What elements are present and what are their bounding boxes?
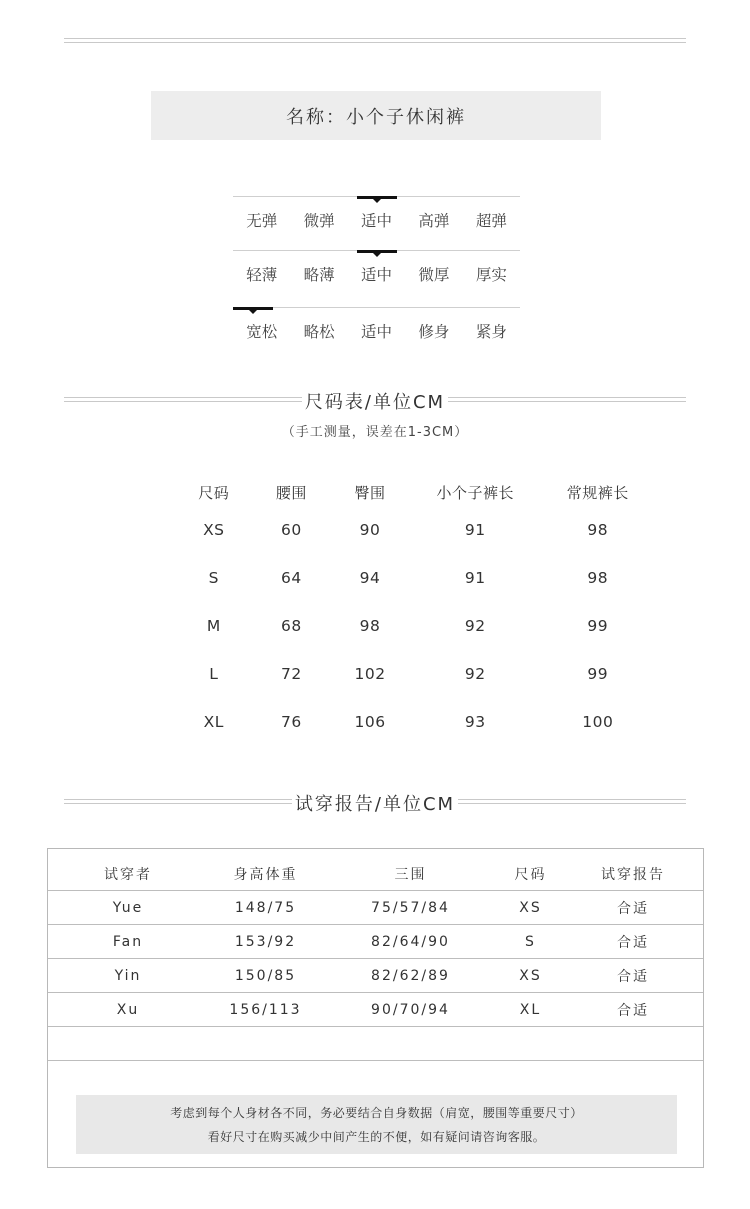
header-cell: 小个子裤长 xyxy=(436,483,514,502)
header-cell: 臀围 xyxy=(354,483,386,502)
tester-cell: Yue xyxy=(48,891,208,925)
hip-cell: 106 xyxy=(354,713,386,731)
try-on-table xyxy=(48,857,703,1061)
size-table xyxy=(175,478,655,746)
hip-cell: 102 xyxy=(354,665,386,683)
height-weight-cell: 148/75 xyxy=(208,891,323,925)
regular-length-cell: 98 xyxy=(587,521,609,539)
fit-option: 紧身 xyxy=(475,323,507,341)
header-cell: 试穿报告 xyxy=(563,857,703,891)
hip-cell: 94 xyxy=(359,569,381,587)
fit-option: 适中 xyxy=(361,323,393,341)
petite-length-cell: 91 xyxy=(464,521,486,539)
size-cell: XS xyxy=(203,521,225,539)
fit-option: 略松 xyxy=(303,323,335,341)
regular-length-cell: 100 xyxy=(582,713,614,731)
header-cell: 三围 xyxy=(323,857,498,891)
table-row xyxy=(175,698,655,746)
table-row xyxy=(48,925,703,959)
try-on-report xyxy=(47,848,704,1168)
thickness-option: 微厚 xyxy=(418,266,450,284)
measurement-note: （手工测量，误差在1-3CM） xyxy=(281,425,469,440)
size-cell: XL xyxy=(203,713,224,731)
measurements-cell: 82/64/90 xyxy=(323,925,498,959)
elasticity-option: 微弹 xyxy=(303,212,335,230)
table-row xyxy=(48,993,703,1027)
petite-length-cell: 92 xyxy=(464,665,486,683)
empty-row xyxy=(48,1027,703,1061)
header-cell: 常规裤长 xyxy=(566,483,629,502)
height-weight-cell: 156/113 xyxy=(208,993,323,1027)
thickness-option: 轻薄 xyxy=(246,266,278,284)
fit-scale xyxy=(233,320,520,342)
size-table-header xyxy=(175,478,655,506)
thickness-selected-marker xyxy=(357,250,397,253)
size-cell: S xyxy=(498,925,563,959)
table-row xyxy=(48,891,703,925)
petite-length-cell: 91 xyxy=(464,569,486,587)
notice-line-2: 看好尺寸在购买减少中间产生的不便，如有疑问请咨询客服。 xyxy=(207,1130,546,1144)
size-cell: XS xyxy=(498,891,563,925)
thickness-option-selected: 适中 xyxy=(361,266,393,284)
fit-report-cell: 合适 xyxy=(563,925,703,959)
fit-selected-marker xyxy=(233,307,273,310)
waist-cell: 60 xyxy=(281,521,302,539)
height-weight-cell: 150/85 xyxy=(208,959,323,993)
measurements-cell: 82/62/89 xyxy=(323,959,498,993)
fit-scale-line xyxy=(233,307,520,308)
regular-length-cell: 98 xyxy=(587,569,609,587)
elasticity-scale xyxy=(233,209,520,231)
product-name-banner xyxy=(151,91,601,140)
size-cell: L xyxy=(209,665,219,683)
waist-cell: 68 xyxy=(281,617,302,635)
petite-length-cell: 93 xyxy=(464,713,486,731)
fit-option-selected: 宽松 xyxy=(246,323,278,341)
hip-cell: 90 xyxy=(359,521,381,539)
product-name: 名称：小个子休闲裤 xyxy=(286,106,466,128)
waist-cell: 72 xyxy=(281,665,302,683)
header-cell: 试穿者 xyxy=(48,857,208,891)
header-cell: 身高体重 xyxy=(208,857,323,891)
size-chart-title: 尺码表/单位CM xyxy=(302,388,448,414)
hip-cell: 98 xyxy=(359,617,381,635)
header-cell: 腰围 xyxy=(275,483,307,502)
size-cell: S xyxy=(208,569,219,587)
petite-length-cell: 92 xyxy=(464,617,486,635)
table-row xyxy=(48,959,703,993)
fit-option: 修身 xyxy=(418,323,450,341)
top-divider xyxy=(64,38,686,43)
size-cell: XL xyxy=(498,993,563,1027)
waist-cell: 64 xyxy=(281,569,302,587)
thickness-option: 厚实 xyxy=(475,266,507,284)
empty-cell xyxy=(48,1027,703,1061)
elasticity-option: 超弹 xyxy=(475,212,507,230)
thickness-scale xyxy=(233,263,520,285)
tester-cell: Fan xyxy=(48,925,208,959)
fit-report-cell: 合适 xyxy=(563,891,703,925)
elasticity-option: 无弹 xyxy=(246,212,278,230)
fit-notice xyxy=(76,1095,677,1154)
table-row xyxy=(175,602,655,650)
elasticity-option-selected: 适中 xyxy=(361,212,393,230)
try-on-title: 试穿报告/单位CM xyxy=(292,790,458,816)
fit-report-cell: 合适 xyxy=(563,959,703,993)
fit-report-cell: 合适 xyxy=(563,993,703,1027)
measurements-cell: 75/57/84 xyxy=(323,891,498,925)
table-row xyxy=(175,650,655,698)
table-row xyxy=(175,506,655,554)
header-cell: 尺码 xyxy=(198,483,230,502)
header-cell: 尺码 xyxy=(498,857,563,891)
measurements-cell: 90/70/94 xyxy=(323,993,498,1027)
waist-cell: 76 xyxy=(281,713,302,731)
regular-length-cell: 99 xyxy=(587,617,609,635)
try-on-header xyxy=(48,857,703,891)
tester-cell: Xu xyxy=(48,993,208,1027)
size-cell: M xyxy=(206,617,221,635)
notice-line-1: 考虑到每个人身材各不同，务必要结合自身数据（肩宽，腰围等重要尺寸） xyxy=(170,1106,583,1120)
size-cell: XS xyxy=(498,959,563,993)
tester-cell: Yin xyxy=(48,959,208,993)
elasticity-option: 高弹 xyxy=(418,212,450,230)
elasticity-selected-marker xyxy=(357,196,397,199)
height-weight-cell: 153/92 xyxy=(208,925,323,959)
table-row xyxy=(175,554,655,602)
regular-length-cell: 99 xyxy=(587,665,609,683)
thickness-option: 略薄 xyxy=(303,266,335,284)
